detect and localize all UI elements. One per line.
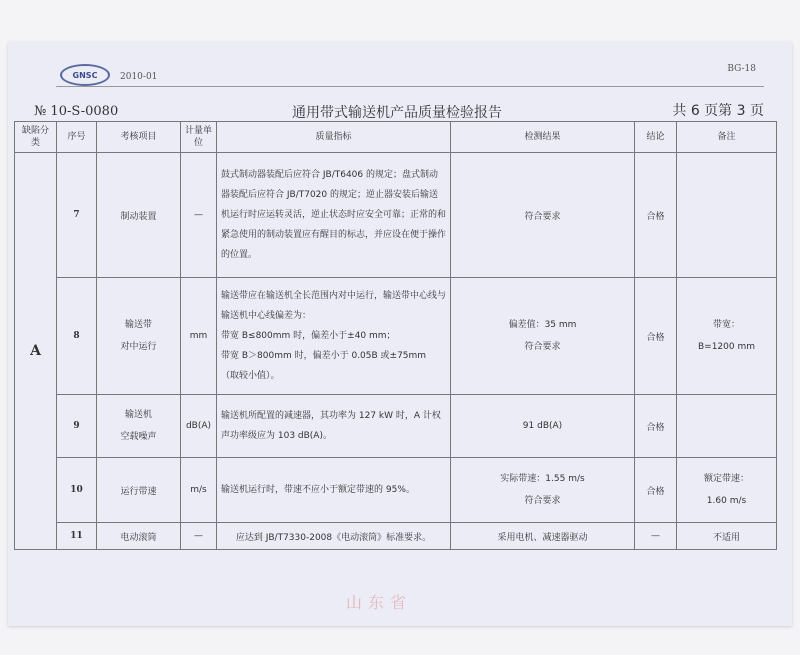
result-line: 偏差值：35 mm: [508, 320, 577, 330]
item-line: 输送机: [124, 410, 152, 420]
requirement-line: （取较小值）。: [221, 371, 280, 381]
item-cell: 电动滚筒: [97, 523, 181, 550]
item-cell: [97, 395, 181, 458]
header-unit: 计量单位: [181, 122, 217, 153]
requirement-line: 带宽 B≤800mm 时，偏差小于±40 mm；: [221, 331, 396, 341]
seq-cell: 7: [57, 153, 97, 278]
remark-line: 1.60 m/s: [706, 496, 747, 506]
item-cell: [97, 278, 181, 395]
document-number: № 10-S-0080: [34, 104, 119, 119]
header-seq: 序号: [57, 122, 97, 153]
table-row: [15, 458, 777, 523]
company-logo: GNSC: [60, 64, 110, 86]
result-cell: 采用电机、减速器驱动: [451, 523, 635, 550]
requirement-cell: 输送机所配置的减速器，其功率为 127 kW 时，A 计权声功率级应为 103 dB(A)。: [217, 395, 451, 458]
conclusion-cell: 合格: [635, 278, 677, 395]
remark-line: 额定带速：: [703, 474, 749, 484]
result-line: 符合要求: [524, 342, 561, 352]
header-remark: 备注: [677, 122, 777, 153]
requirement-line: 带宽 B＞800mm 时，偏差小于 0.05B 或±75mm: [221, 351, 427, 361]
seq-cell: 9: [57, 395, 97, 458]
inspection-table: [14, 121, 777, 550]
requirement-line: 输送带应在输送机全长范围内对中运行，输送带中心线与输送机中心线偏差为：: [221, 291, 447, 321]
result-line: 符合要求: [524, 496, 561, 506]
red-stamp: 山东省: [346, 593, 413, 612]
table-header-row: [15, 122, 777, 153]
header-form-code: BG-18: [727, 64, 756, 74]
item-cell: 制动装置: [97, 153, 181, 278]
table-row: [15, 523, 777, 550]
unit-cell: dB(A): [181, 395, 217, 458]
header-requirement: 质量指标: [217, 122, 451, 153]
table-row: [15, 278, 777, 395]
header-item: 考核项目: [97, 122, 181, 153]
result-cell: 91 dB(A): [451, 395, 635, 458]
seq-cell: 11: [57, 523, 97, 550]
unit-cell: —: [181, 523, 217, 550]
header-result: 检测结果: [451, 122, 635, 153]
remark-cell: [677, 153, 777, 278]
item-cell: 运行带速: [97, 458, 181, 523]
item-line: 对中运行: [120, 342, 157, 352]
page-indicator: 共 6 页第 3 页: [672, 103, 764, 119]
requirement-cell: 输送机运行时，带速不应小于额定带速的 95%。: [217, 458, 451, 523]
remark-cell: [677, 395, 777, 458]
seq-cell: 10: [57, 458, 97, 523]
header-date: 2010-01: [120, 72, 158, 82]
remark-line: B=1200 mm: [697, 342, 755, 352]
conclusion-cell: —: [635, 523, 677, 550]
unit-cell: m/s: [181, 458, 217, 523]
result-cell: 符合要求: [451, 153, 635, 278]
requirement-cell: 鼓式制动器装配后应符合 JB/T6406 的规定；盘式制动器装配后应符合 JB/T7020 的规定；逆止器安装后输送机运行时应运转灵活，逆止状态时应安全可靠；正常的和紧急使用的制动装置应有醒目的标志，并应设在便于操作的位置。: [217, 153, 451, 278]
item-line: 空载噪声: [120, 432, 157, 442]
header-category: 缺陷分类: [15, 122, 57, 153]
requirement-cell: [217, 278, 451, 395]
conclusion-cell: 合格: [635, 153, 677, 278]
header-conclusion: 结论: [635, 122, 677, 153]
conclusion-cell: 合格: [635, 458, 677, 523]
result-cell: [451, 458, 635, 523]
unit-cell: —: [181, 153, 217, 278]
remark-cell: 不适用: [677, 523, 777, 550]
table-row: [15, 395, 777, 458]
result-cell: [451, 278, 635, 395]
remark-cell: [677, 458, 777, 523]
item-line: 输送带: [124, 320, 152, 330]
category-cell: A: [15, 153, 57, 550]
requirement-cell: 应达到 JB/T7330-2008《电动滚筒》标准要求。: [217, 523, 451, 550]
header-divider: [56, 86, 764, 87]
document-title: 通用带式输送机产品质量检验报告: [292, 105, 502, 121]
remark-line: 带宽：: [712, 320, 740, 330]
unit-cell: mm: [181, 278, 217, 395]
table-row: [15, 153, 777, 278]
result-line: 实际带速：1.55 m/s: [500, 474, 585, 484]
seq-cell: 8: [57, 278, 97, 395]
remark-cell: [677, 278, 777, 395]
conclusion-cell: 合格: [635, 395, 677, 458]
